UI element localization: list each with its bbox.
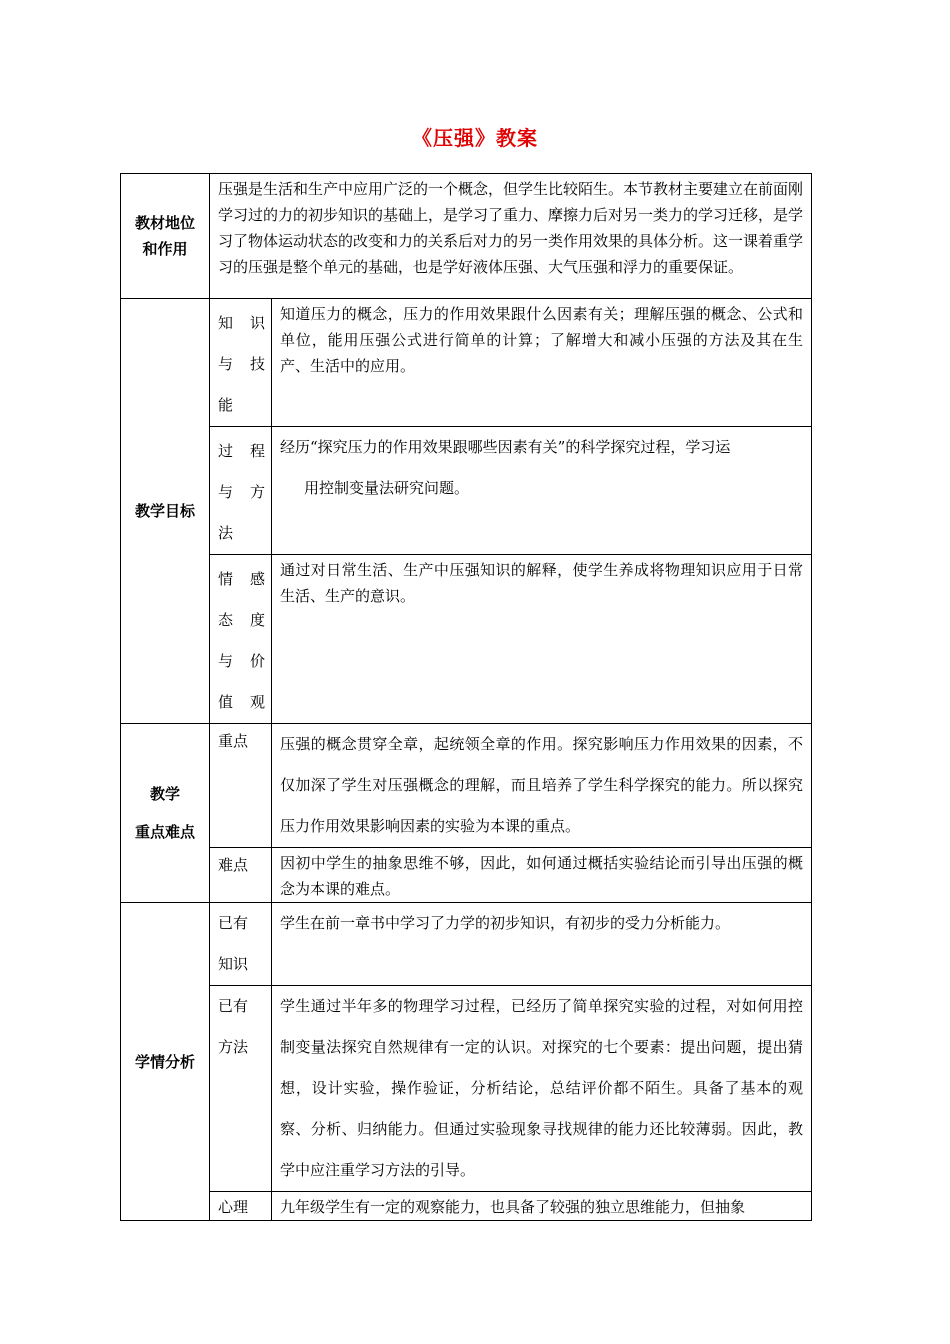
difficulty-text: 因初中学生的抽象思维不够，因此，如何通过概括实验结论而引导出压强的概念为本课的难点。 [272, 848, 812, 903]
category-cell [121, 724, 210, 903]
process-text-line1: 经历“探究压力的作用效果跟哪些因素有关”的科学探究过程，学习运 [280, 438, 731, 456]
process-text [272, 427, 812, 555]
category-cell [121, 903, 210, 1221]
subcategory-knowledge [210, 299, 272, 427]
category-label: 学情分析 [134, 1052, 195, 1071]
sub-label-line1: 已有 [218, 997, 249, 1015]
subcategory-prior-knowledge [210, 903, 272, 986]
subcategory-emotion [210, 555, 272, 724]
row-goal-emotion [121, 555, 812, 724]
row-key-focus [121, 724, 812, 848]
prior-knowledge-text: 学生在前一章书中学习了力学的初步知识，有初步的受力分析能力。 [272, 903, 812, 986]
sub-label-line1: 过 程 [218, 442, 265, 460]
category-label-line1: 教学 [149, 785, 180, 803]
sub-label-line3: 与 价 [218, 652, 265, 670]
knowledge-text: 知道压力的概念，压力的作用效果跟什么因素有关；理解压强的概念、公式和单位，能用压强公式进行简单的计算；了解增大和减小压强的方法及其在生产、生活中的应用。 [272, 299, 812, 427]
prior-method-text: 学生通过半年多的物理学习过程，已经历了简单探究实验的过程，对如何用控制变量法探究自然规律有一定的认识。对探究的七个要素：提出问题，提出猜想，设计实验，操作验证，分析结论，总结评价都不陌生。具备了基本的观察、分析、归纳能力。但通过实验现象寻找规律的能力还比较薄弱。因此，教学中应注重学习方法的引导。 [272, 986, 812, 1192]
sub-label-line2: 与 方 [218, 483, 265, 501]
row-prior-method [121, 986, 812, 1192]
sub-label-line2: 态 度 [218, 611, 265, 629]
sub-label-line2: 方法 [218, 1038, 249, 1056]
sub-label-line3: 能 [218, 396, 234, 414]
subcategory-prior-method [210, 986, 272, 1192]
subcategory-psychology: 心理 [210, 1192, 272, 1221]
process-text-line2: 用控制变量法研究问题。 [304, 479, 470, 497]
lesson-plan-table [120, 173, 812, 1221]
subcategory-focus: 重点 [210, 724, 272, 848]
sub-label-line2: 知识 [218, 955, 249, 973]
subcategory-process [210, 427, 272, 555]
row-psychology [121, 1192, 812, 1221]
category-label-line2: 和作用 [142, 240, 188, 258]
sub-label-line2: 与 技 [218, 355, 265, 373]
document-title: 《压强》教案 [412, 126, 538, 150]
category-label: 教学目标 [134, 502, 195, 520]
row-key-difficulty [121, 848, 812, 903]
row-goal-knowledge [121, 299, 812, 427]
category-label-line2: 重点难点 [134, 823, 195, 841]
sub-label-line1: 情 感 [218, 570, 265, 588]
category-label-line1: 教材地位 [134, 214, 195, 232]
position-text: 压强是生活和生产中应用广泛的一个概念，但学生比较陌生。本节教材主要建立在前面刚学习过的力的初步知识的基础上，是学习了重力、摩擦力后对另一类力的学习迁移，是学习了物体运动状态的改变和力的关系后对力的另一类作用效果的具体分析。这一课着重学习的压强是整个单元的基础，也是学好液体压强、大气压强和浮力的重要保证。 [210, 174, 812, 299]
sub-label-line1: 知 识 [218, 314, 265, 332]
emotion-text: 通过对日常生活、生产中压强知识的解释，使学生养成将物理知识应用于日常生活、生产的意识。 [272, 555, 812, 724]
category-cell [121, 299, 210, 724]
subcategory-difficulty: 难点 [210, 848, 272, 903]
row-textbook-position [121, 174, 812, 299]
focus-text: 压强的概念贯穿全章，起统领全章的作用。探究影响压力作用效果的因素，不仅加深了学生对压强概念的理解，而且培养了学生科学探究的能力。所以探究压力作用效果影响因素的实验为本课的重点。 [272, 724, 812, 848]
category-cell [121, 174, 210, 299]
psychology-text: 九年级学生有一定的观察能力，也具备了较强的独立思维能力，但抽象 [272, 1192, 812, 1221]
sub-label-line1: 已有 [218, 914, 249, 932]
sub-label-line4: 值 观 [218, 693, 265, 711]
row-goal-process [121, 427, 812, 555]
sub-label-line3: 法 [218, 524, 234, 542]
row-prior-knowledge [121, 903, 812, 986]
